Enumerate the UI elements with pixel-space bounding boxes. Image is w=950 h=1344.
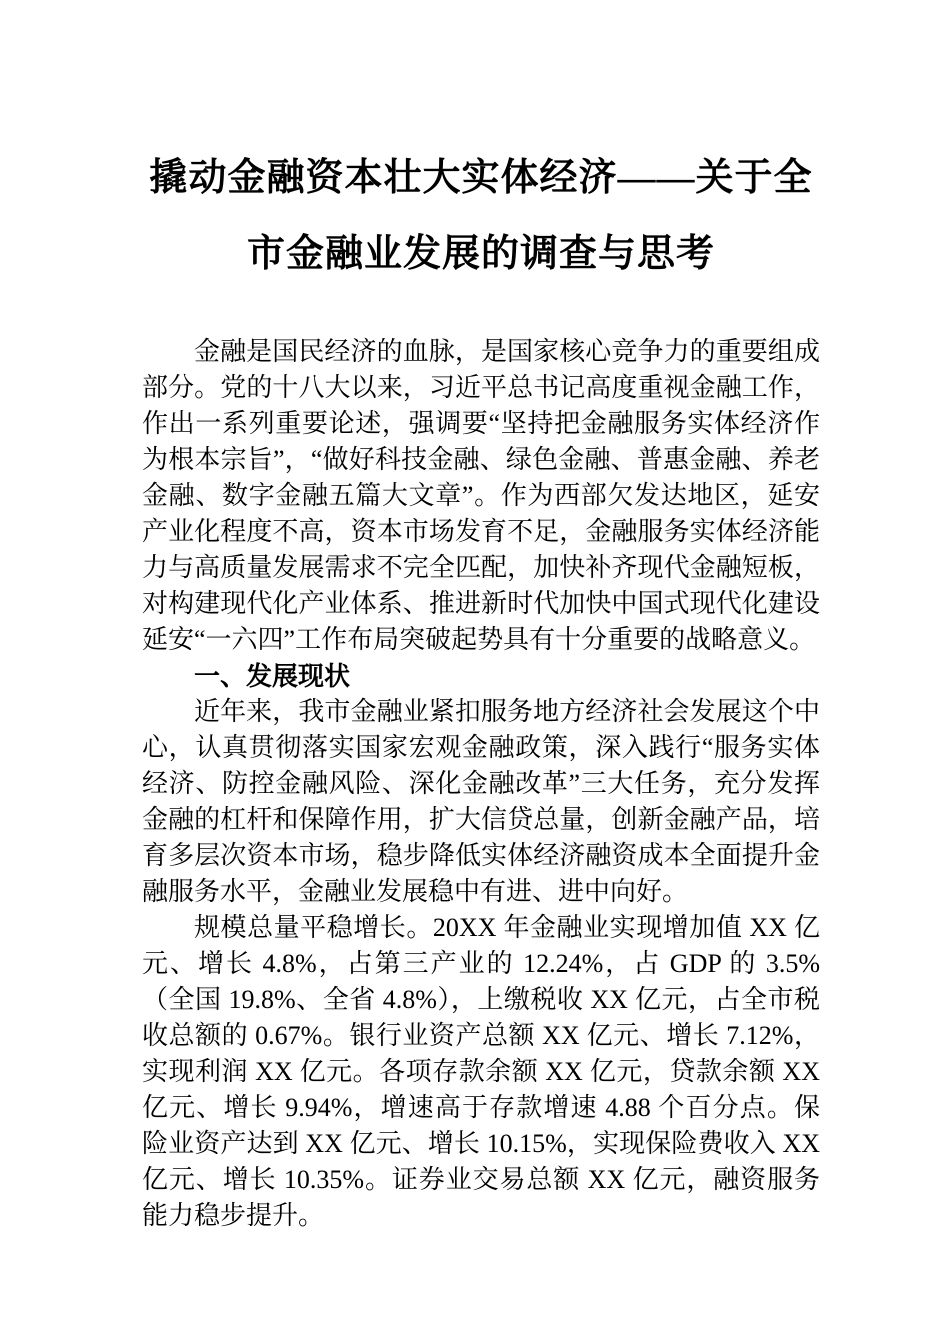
paragraph-intro: 金融是国民经济的血脉，是国家核心竞争力的重要组成部分。党的十八大以来，习近平总书记高度重视金融工作，作出一系列重要论述，强调要“坚持把金融服务实体经济作为根本宗旨”，“做好科技金融、绿色金融、普惠金融、养老金融、数字金融五篇大文章”。作为西部欠发达地区，延安产业化程度不高，资本市场发育不足，金融服务实体经济能力与高质量发展需求不完全匹配，加快补齐现代金融短板，对构建现代化产业体系、推进新时代加快中国式现代化建设延安“一六四”工作布局突破起势具有十分重要的战略意义。 <box>142 337 820 654</box>
paragraph-recent-years: 近年来，我市金融业紧扣服务地方经济社会发展这个中心，认真贯彻落实国家宏观金融政策，深入践行“服务实体经济、防控金融风险、深化金融改革”三大任务，充分发挥金融的杠杆和保障作用，扩大信贷总量，创新金融产品，培育多层次资本市场，稳步降低实体经济融资成本全面提升金融服务水平，金融业发展稳中有进、进中向好。 <box>142 697 820 906</box>
document-title: 撬动金融资本壮大实体经济——关于全市金融业发展的调查与思考 <box>149 157 813 275</box>
paragraph-scale-growth: 规模总量平稳增长。20XX 年金融业实现增加值 XX 亿元、增长 4.8%，占第三产业的 12.24%，占 GDP 的 3.5%（全国 19.8%、全省 4.8%），上缴税收 XX 亿元，占全市税收总额的 0.67%。银行业资产总额 XX 亿元、增长 7.12%，实现利润 XX 亿元。各项存款余额 XX 亿元，贷款余额 XX 亿元、增长 9.94%，增速高于存款增速 4.88 个百分点。保险业资产达到 XX 亿元、增长 10.15%，实现保险费收入 XX 亿元、增长 10.35%。证券业交易总额 XX 亿元，融资服务能力稳步提升。 <box>142 913 820 1230</box>
section-heading-development-status: 一、发展现状 <box>194 661 351 691</box>
